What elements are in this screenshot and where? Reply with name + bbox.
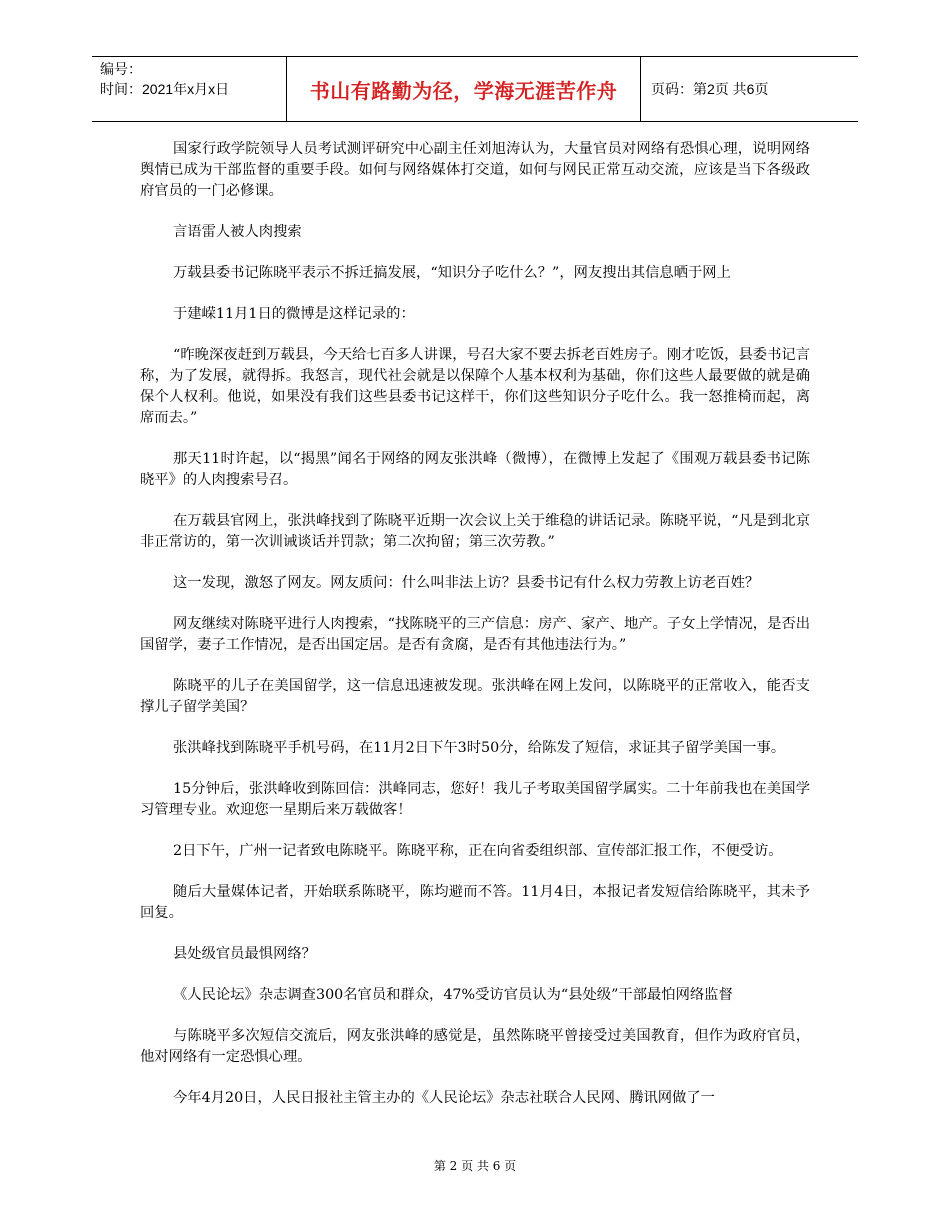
header-motto-cell [286, 57, 641, 121]
header-page-info: 页码：第2页 共6页 [651, 81, 769, 97]
paragraph: 国家行政学院领导人员考试测评研究中心副主任刘旭涛认为，大量官员对网络有恐惧心理，说明网络舆情已成为干部监督的重要手段。如何与网络媒体打交道，如何与网民正常互动交流，应该是当下各级政府官员的一门必修课。 [140, 141, 810, 199]
document-date-label: 时间：2021年x月x日 [100, 81, 230, 97]
paragraph: 网友继续对陈晓平进行人肉搜索，“找陈晓平的三产信息：房产、家产、地产。子女上学情况，是否出国留学，妻子工作情况，是否出国定居。是否有贪腐，是否有其他违法行为。” [140, 616, 810, 653]
article-body [140, 139, 810, 1129]
header-left-cell [92, 57, 286, 121]
quote-paragraph: “昨晚深夜赶到万载县，今天给七百多人讲课，号召大家不要去拆老百姓房子。刚才吃饭，县委书记言称，为了发展，就得拆。我怒言，现代社会就是以保障个人基本权利为基础，你们这些人最要做的就是确保个人权利。他说，如果没有我们这些县委书记这样干，你们这些知识分子吃什么。我一怒推椅而起，离席而去。” [140, 347, 810, 426]
paragraph: 与陈晓平多次短信交流后，网友张洪峰的感觉是，虽然陈晓平曾接受过美国教育，但作为政府官员，他对网络有一定恐惧心理。 [140, 1028, 810, 1065]
paragraph: 《人民论坛》杂志调查300名官员和群众，47%受访官员认为“县处级”干部最怕网络监督 [173, 987, 733, 1003]
paragraph: 于建嵘11月1日的微博是这样记录的： [173, 306, 415, 322]
paragraph: 随后大量媒体记者，开始联系陈晓平，陈均避而不答。11月4日，本报记者发短信给陈晓平，其未予回复。 [140, 884, 810, 921]
section-heading: 县处级官员最惧网络？ [173, 946, 316, 962]
document-number-label: 编号： [100, 61, 142, 77]
paragraph: 15分钟后，张洪峰收到陈回信：洪峰同志，您好！我儿子考取美国留学属实。二十年前我也在美国学习管理专业。欢迎您一星期后来万载做客！ [140, 781, 810, 818]
paragraph: 这一发现，激怒了网友。网友质问：什么叫非法上访？县委书记有什么权力劳教上访老百姓？ [173, 575, 760, 591]
motto-text: 书山有路勤为径，学海无涯苦作舟 [309, 78, 618, 103]
paragraph: 张洪峰找到陈晓平手机号码，在11月2日下午3时50分，给陈发了短信，求证其子留学美国一事。 [173, 740, 786, 756]
page-header [92, 56, 858, 122]
paragraph: 在万载县官网上，张洪峰找到了陈晓平近期一次会议上关于维稳的讲话记录。陈晓平说，“凡是到北京非正常访的，第一次训诫谈话并罚款；第二次拘留；第三次劳教。” [140, 513, 810, 550]
paragraph: 那天11时许起，以“揭黑”闻名于网络的网友张洪峰（微博），在微博上发起了《围观万载县委书记陈晓平》的人肉搜索号召。 [140, 451, 810, 488]
page-footer: 第 2 页 共 6 页 [433, 1159, 517, 1173]
header-page-cell [641, 57, 858, 121]
paragraph: 万载县委书记陈晓平表示不拆迁搞发展，“知识分子吃什么？”，网友搜出其信息晒于网上 [173, 265, 731, 281]
paragraph: 2日下午，广州一记者致电陈晓平。陈晓平称，正在向省委组织部、宣传部汇报工作，不便受访。 [173, 843, 783, 859]
paragraph: 陈晓平的儿子在美国留学，这一信息迅速被发现。张洪峰在网上发问，以陈晓平的正常收入，能否支撑儿子留学美国？ [140, 678, 810, 715]
section-heading: 言语雷人被人肉搜索 [173, 224, 302, 240]
paragraph: 今年4月20日，人民日报社主管主办的《人民论坛》杂志社联合人民网、腾讯网做了一 [173, 1090, 715, 1106]
